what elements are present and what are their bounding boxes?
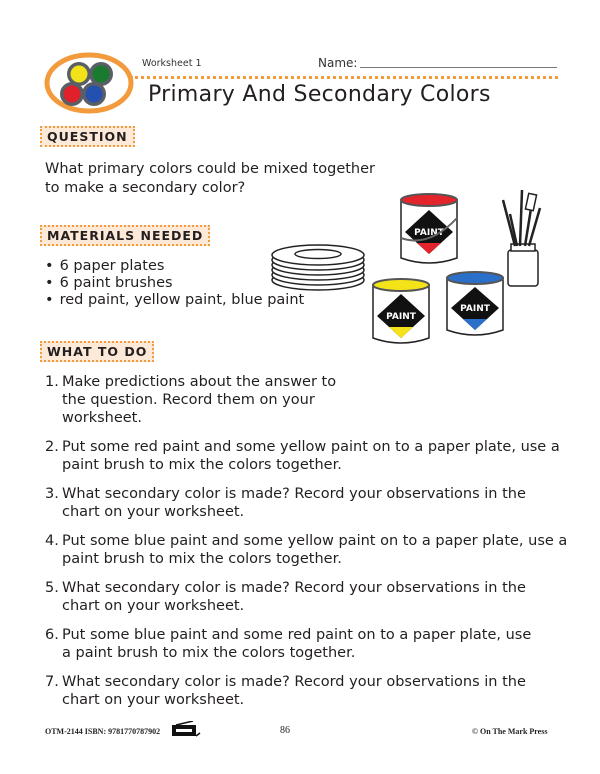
materials-list — [45, 258, 304, 309]
red-paint-can-icon — [401, 194, 457, 263]
material-item: • 6 paper plates — [45, 258, 304, 275]
step-item — [45, 373, 585, 427]
blue-paint-can-icon — [447, 272, 503, 335]
step-text: What secondary color is made? Record your observations in the chart on your worksheet. — [62, 486, 526, 520]
what-to-do-heading: WHAT TO DO — [40, 341, 154, 362]
step-number: 6. — [45, 627, 59, 643]
step-number: 5. — [45, 580, 59, 596]
header-divider — [130, 76, 558, 79]
step-item — [45, 579, 585, 615]
scanner-icon — [171, 721, 201, 741]
step-text: Put some blue paint and some yellow paint on to a paper plate, use a paint brush to mix the colors together. — [62, 533, 568, 567]
step-number: 7. — [45, 674, 59, 690]
step-item — [45, 438, 585, 474]
step-number: 2. — [45, 439, 59, 455]
step-text: What secondary color is made? Record your observations in the chart on your worksheet. — [62, 674, 526, 708]
step-item — [45, 485, 585, 521]
name-label: Name: — [318, 56, 358, 70]
step-text: What secondary color is made? Record your observations in the chart on your worksheet. — [62, 580, 526, 614]
material-item: • 6 paint brushes — [45, 275, 304, 292]
svg-text:PAINT: PAINT — [386, 312, 416, 322]
step-text: Make predictions about the answer to the question. Record them on your worksheet. — [62, 374, 337, 426]
step-item — [45, 626, 585, 662]
materials-heading: MATERIALS NEEDED — [40, 225, 210, 246]
paper-plates-illustration — [268, 240, 368, 299]
page-number: 86 — [280, 725, 290, 736]
svg-text:PAINT: PAINT — [414, 228, 444, 238]
yellow-paint-can-icon — [373, 279, 429, 343]
step-text: Put some blue paint and some red paint on to a paper plate, use a paint brush to mix the colors together. — [62, 627, 532, 661]
paint-cans-illustration — [365, 188, 560, 352]
step-number: 4. — [45, 533, 59, 549]
worksheet-label: Worksheet 1 — [142, 58, 202, 69]
step-number: 1. — [45, 374, 59, 390]
step-number: 3. — [45, 486, 59, 502]
svg-text:PAINT: PAINT — [460, 304, 490, 314]
step-item — [45, 673, 585, 709]
page-title: Primary And Secondary Colors — [148, 82, 491, 107]
step-item — [45, 532, 585, 568]
footer-code-isbn: OTM-2144 ISBN: 9781770787902 — [45, 727, 161, 736]
material-item: • red paint, yellow paint, blue paint — [45, 292, 304, 309]
brush-jar-icon — [503, 190, 540, 286]
step-text: Put some red paint and some yellow paint on to a paper plate, use a paint brush to mix the colors together. — [62, 439, 560, 473]
footer-copyright: © On The Mark Press — [472, 727, 548, 736]
question-text: What primary colors could be mixed together to make a secondary color? — [45, 161, 376, 196]
name-field-line[interactable] — [360, 67, 557, 68]
paint-pots-logo — [44, 48, 134, 118]
question-heading: QUESTION — [40, 126, 135, 147]
steps-list — [45, 373, 585, 720]
